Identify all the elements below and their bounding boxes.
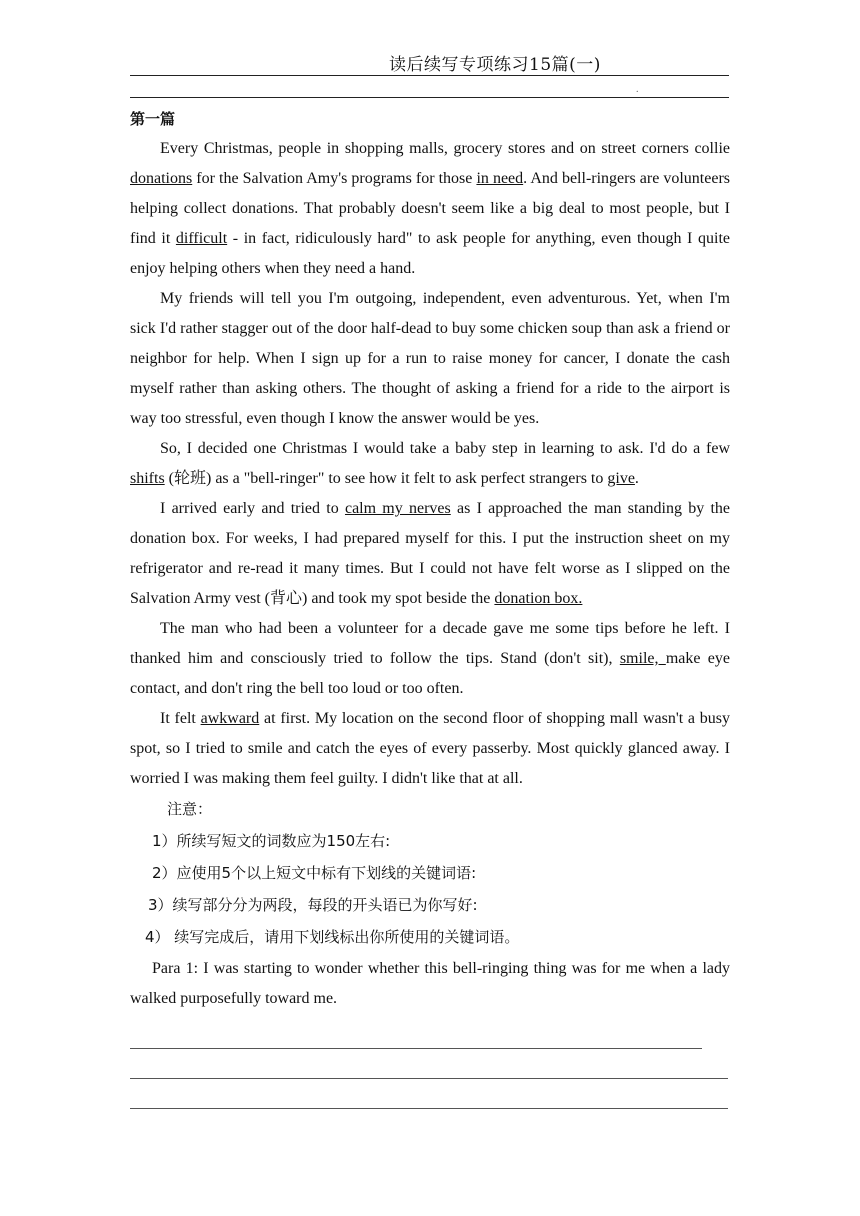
keyword-donations: donations [130, 170, 193, 187]
notes-heading: 注意： [167, 800, 213, 818]
text: (轮班) as a "bell-ringer" to see how it felt to ask perfect strangers to [164, 470, 608, 487]
keyword-smile: smile, [619, 650, 666, 667]
text: . And bell-ringers are volunteers helping collect donations. That probably doesn't seem like a big deal to most people, but I find it [130, 170, 730, 247]
paragraph-1 [130, 134, 730, 284]
text: make eye contact, and don't ring the bell too loud or too often. [130, 650, 731, 697]
note-item-2: 2）应使用5个以上短文中标有下划线的关键词语: [152, 864, 477, 882]
answer-line-3[interactable] [130, 1108, 728, 1109]
header-rule-top [130, 75, 729, 76]
text: My friends will tell you I'm outgoing, independent, even adventurous. Yet, when I'm sick I'd rather stagger out of the door half-dead to buy some chicken soup than ask a friend or neighbor for help. When I sign up for a run to raise money for cancer, I donate the cash myself rather than asking others. The thought of asking a friend for a ride to the airport is way too stressful, even though I know the answer would be yes. [130, 290, 730, 427]
keyword-awkward: awkward [200, 710, 260, 727]
header-dot: . [636, 84, 639, 95]
note-item-4: 4） 续写完成后，请用下划线标出你所使用的关键词语。 [145, 928, 520, 946]
text: Every Christmas, people in shopping malls, grocery stores and on street corners collie [160, 140, 730, 157]
text: - in fact, ridiculously hard" to ask people for anything, even though I quite enjoy helping others when they need a hand. [130, 230, 730, 277]
keyword-give: give [607, 470, 635, 487]
answer-line-2[interactable] [130, 1078, 728, 1079]
document-header-title: 读后续写专项练习15篇(一) [389, 55, 601, 75]
paragraph-6 [130, 704, 730, 794]
text: as I approached the man standing by the donation box. For weeks, I had prepared myself for this. I put the instruction sheet on my refrigerator and re-read it many times. But I could not have felt worse as I slipped on the Salvation Army vest (背心) and took my spot beside the [130, 500, 730, 607]
text: . [634, 470, 639, 487]
header-rule-bottom [130, 97, 729, 98]
text: The man who had been a volunteer for a decade gave me some tips before he left. I thanked him and consciously tried to follow the tips. Stand (don't sit), [130, 620, 730, 667]
paragraph-3 [130, 434, 730, 494]
answer-line-1[interactable] [130, 1048, 702, 1049]
keyword-donation-box: donation box. [494, 590, 583, 607]
text: It felt [160, 710, 201, 727]
text: So, I decided one Christmas I would take a baby step in learning to ask. I'd do a few [160, 440, 730, 457]
text: for the Salvation Amy's programs for those [192, 170, 477, 187]
note-item-3: 3）续写部分分为两段，每段的开头语已为你写好: [148, 896, 478, 914]
keyword-in-need: in need [476, 170, 524, 187]
keyword-shifts: shifts [130, 470, 165, 487]
keyword-difficult: difficult [175, 230, 228, 247]
note-item-1: 1）所续写短文的词数应为150左右: [152, 832, 391, 850]
paragraph-5 [130, 614, 730, 704]
section-title: 第一篇 [130, 110, 176, 128]
text: at first. My location on the second floor of shopping mall wasn't a busy spot, so I tried to smile and catch the eyes of every passerby. Most quickly glanced away. I worried I was making them feel guilty. I didn't like that at all. [130, 710, 730, 787]
text: I arrived early and tried to [160, 500, 345, 517]
paragraph-2 [130, 284, 730, 434]
para1-prompt: Para 1: I was starting to wonder whether this bell-ringing thing was for me when a lady walked purposefully toward me. [130, 960, 730, 1007]
document-body [130, 104, 730, 1014]
keyword-calm-my-nerves: calm my nerves [344, 500, 451, 517]
paragraph-4 [130, 494, 730, 614]
